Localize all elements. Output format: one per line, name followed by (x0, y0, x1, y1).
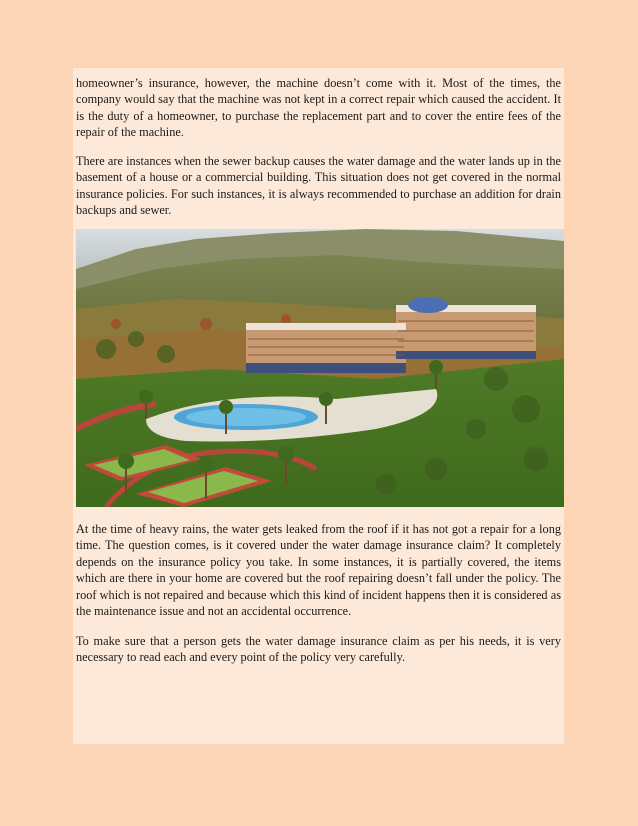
paragraph-machine-repair: homeowner’s insurance, however, the machine doesn’t come with it. Most of the times, the company would say that the machine was not kept in a correct repair which caused the accident. It is the duty of a homeowner, to purchase the replacement part and to cover the entire fees of the repair of the machine. (76, 76, 561, 140)
paragraph-read-policy: To make sure that a person gets the water damage insurance claim as per his needs, it is very necessary to read each and every point of the policy very carefully. (76, 634, 561, 665)
paragraph-sewer-backup: There are instances when the sewer backup causes the water damage and the water lands up in the basement of a house or a commercial building. This situation does not get covered in the normal insurance policies. For such instances, it is always recommended to purchase an addition for drain backups and sewer. (76, 154, 561, 218)
paragraph-roof-leak: At the time of heavy rains, the water gets leaked from the roof if it has not got a repair for a long time. The question comes, is it covered under the water damage insurance claim? It completely depends on the insurance policy you take. In some instances, it is partially covered, the items which are there in your home are covered but the roof repairing doesn’t fall under the policy. The roof which is not repaired and because which this kind of incident happens then it is considered as the maintenance issue and not an accidental occurrence. (76, 522, 561, 619)
hotel-resort-photo (76, 229, 564, 507)
